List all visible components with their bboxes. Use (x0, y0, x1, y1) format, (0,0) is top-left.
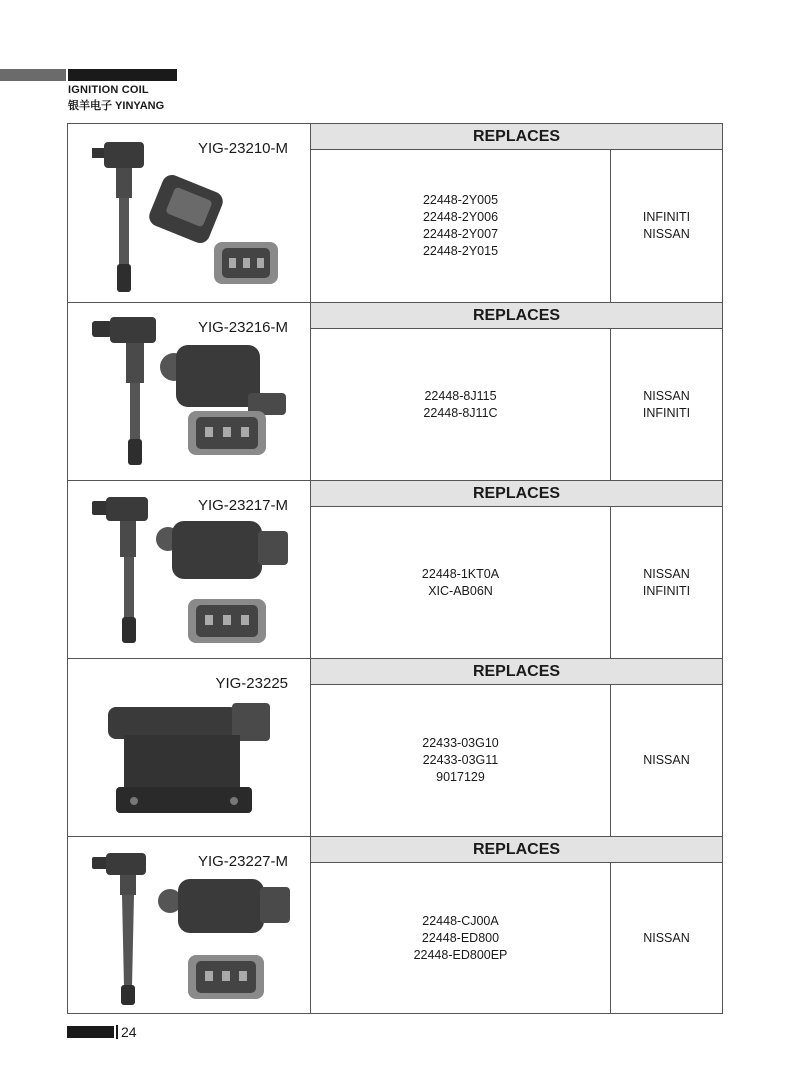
replaces-header: REPLACES (311, 837, 722, 863)
vehicle-brand: NISSAN (643, 930, 690, 945)
vehicle-brand: NISSAN (643, 388, 690, 403)
product-image-cell (68, 481, 311, 658)
header-accent-bar-black (68, 69, 177, 81)
vehicle-brand: NISSAN (643, 227, 690, 241)
vehicle-brand: INFINITI (642, 583, 691, 598)
brand-title: 银羊电子 YINYANG (68, 100, 165, 112)
oem-part-number: 22448-ED800 (421, 930, 500, 945)
oem-part-number: 22448-8J115 (424, 388, 497, 403)
oem-part-number: 22448-2Y006 (422, 210, 499, 224)
oem-part-list (311, 150, 611, 302)
header-accent-bar-grey (0, 69, 66, 81)
model-number: YIG-23217-M (197, 497, 288, 514)
product-row (68, 836, 722, 1013)
vehicle-brand: NISSAN (643, 753, 690, 767)
vehicle-brand-list (611, 507, 722, 658)
vehicle-brand: INFINITI (642, 210, 691, 224)
product-row (68, 658, 722, 836)
replaces-header: REPLACES (311, 303, 722, 329)
oem-part-list (311, 507, 611, 658)
product-row (68, 302, 722, 480)
vehicle-brand: NISSAN (643, 566, 690, 581)
vehicle-brand-list (611, 329, 722, 480)
product-image-cell (68, 659, 311, 836)
oem-part-number: 22448-8J11C (423, 405, 498, 420)
product-image-cell (68, 303, 311, 480)
replaces-header: REPLACES (311, 124, 722, 150)
footer-accent-bar (67, 1026, 114, 1038)
oem-part-number: 22448-CJ00A (422, 913, 499, 928)
oem-part-number: 22448-2Y007 (422, 227, 499, 241)
vehicle-brand-list (611, 150, 722, 302)
page-number: 24 (121, 1024, 137, 1040)
model-number: YIG-23227-M (197, 853, 288, 870)
oem-part-number: 22448-ED800EP (413, 947, 508, 962)
product-image-cell (68, 124, 311, 302)
oem-part-list (311, 685, 611, 836)
oem-part-number: 22448-2Y005 (422, 193, 499, 207)
oem-part-number: 22448-2Y015 (422, 244, 499, 258)
footer-divider (116, 1025, 118, 1039)
oem-part-list (311, 329, 611, 480)
oem-part-number: 22448-1KT0A (421, 566, 500, 581)
model-number: YIG-23210-M (197, 140, 288, 157)
vehicle-brand: INFINITI (642, 405, 691, 420)
vehicle-brand-list (611, 863, 722, 1013)
replaces-header: REPLACES (311, 659, 722, 685)
oem-part-list (311, 863, 611, 1013)
model-number: YIG-23216-M (197, 319, 288, 336)
vehicle-brand-list (611, 685, 722, 836)
section-title: IGNITION COIL (68, 84, 149, 96)
product-row (68, 480, 722, 658)
oem-part-number: XIC-AB06N (428, 583, 493, 598)
replaces-header: REPLACES (311, 481, 722, 507)
oem-part-number: 9017129 (436, 770, 485, 784)
model-number: YIG-23225 (215, 675, 288, 692)
product-row (68, 124, 722, 302)
oem-part-number: 22433-03G10 (422, 736, 499, 750)
catalog-table (67, 123, 723, 1014)
oem-part-number: 22433-03G11 (422, 753, 499, 767)
product-image-cell (68, 837, 311, 1013)
